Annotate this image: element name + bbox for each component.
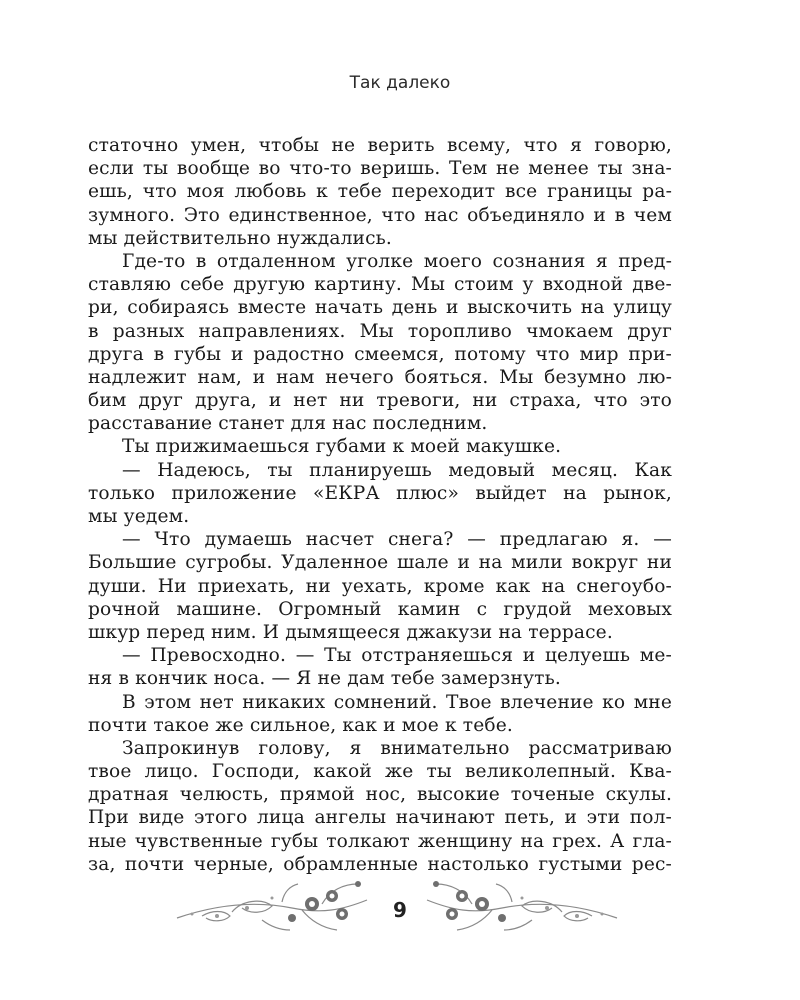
text-line: Ты прижимаешься губами к моей макушке.	[122, 436, 562, 458]
text-line: ешь, что моя любовь к тебе переходит все границы ра-	[88, 181, 672, 203]
text-line: только приложение «ЕКРА плюс» выйдет на рынок,	[88, 482, 672, 504]
right-floral-ornament-icon	[422, 870, 622, 940]
text-line: зумного. Это единственное, что нас объединяло и в чем	[88, 204, 672, 226]
text-line: — Что думаешь насчет снега? — предлагаю я. —	[122, 529, 672, 551]
text-line: ри, собираясь вместе начать день и выскочить на улицу	[88, 297, 672, 319]
body-text	[88, 134, 672, 876]
text-line: рочной машине. Огромный камин с грудой меховых	[88, 598, 672, 620]
text-line: дратная челюсть, прямой нос, высокие точеные скулы.	[88, 784, 672, 806]
text-line: шкур перед ним. И дымящееся джакузи на террасе.	[88, 621, 613, 643]
text-line: статочно умен, чтобы не верить всему, что я говорю,	[88, 135, 672, 156]
text-line: твое лицо. Господи, какой же ты великолепный. Ква-	[88, 761, 672, 783]
running-head: Так далеко	[349, 73, 451, 93]
text-line: если ты вообще во что-то веришь. Тем не менее ты зна-	[88, 158, 672, 180]
text-line: почти такое же сильное, как и мое к тебе.	[88, 714, 513, 736]
text-line: в разных направлениях. Мы торопливо чмокаем друг	[88, 320, 672, 342]
text-line: При виде этого лица ангелы начинают петь, и эти пол-	[88, 807, 672, 829]
text-line: души. Ни приехать, ни уехать, кроме как на снегоубо-	[88, 575, 672, 597]
text-line: расставание станет для нас последним.	[88, 413, 488, 435]
text-line: друга в губы и радостно смеемся, потому что мир при-	[88, 343, 672, 365]
text-line: ные чувственные губы толкают женщину на грех. А гла-	[88, 830, 672, 852]
text-line: Большие сугробы. Удаленное шале и на мили вокруг ни	[88, 552, 672, 574]
text-line: бим друг друга, и нет ни тревоги, ни страха, что это	[88, 390, 672, 412]
text-line: ставляю себе другую картину. Мы стоим у входной две-	[88, 274, 672, 296]
page-number: 9	[393, 898, 407, 922]
text-line: надлежит нам, и нам нечего бояться. Мы безумно лю-	[88, 366, 672, 388]
text-line: — Надеюсь, ты планируешь медовый месяц. Как	[122, 459, 672, 481]
text-line: мы действительно нуждались.	[88, 227, 392, 249]
text-line: В этом нет никаких сомнений. Твое влечение ко мне	[122, 691, 672, 713]
text-line: Запрокинув голову, я внимательно рассматриваю	[122, 737, 672, 759]
text-line: Где-то в отдаленном уголке моего сознания я пред-	[122, 250, 672, 272]
text-line: мы уедем.	[88, 506, 190, 527]
text-line: — Превосходно. — Ты отстраняешься и целуешь ме-	[122, 645, 672, 667]
text-line: ня в кончик носа. — Я не дам тебе замерзнуть.	[88, 668, 561, 690]
text-line: за, почти черные, обрамленные настолько густыми рес-	[88, 853, 672, 875]
